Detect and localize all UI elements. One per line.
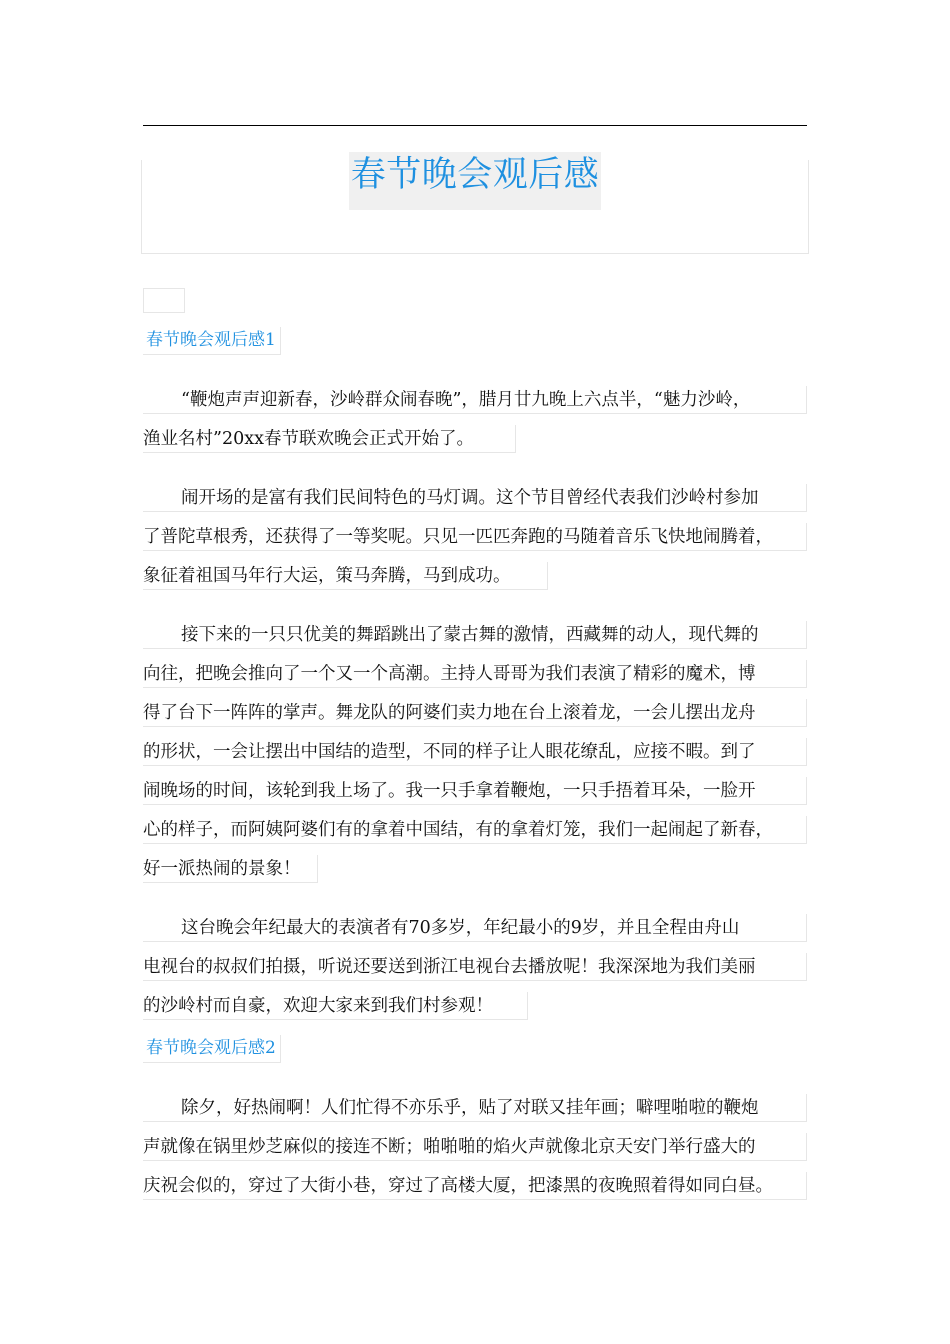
paragraph-line: 闹开场的是富有我们民间特色的马灯调。这个节目曾经代表我们沙岭村参加: [143, 484, 807, 512]
paragraph-line: 心的样子，而阿姨阿婆们有的拿着中国结，有的拿着灯笼，我们一起闹起了新春，: [143, 816, 807, 844]
empty-box: [143, 288, 185, 313]
page-title: 春节晚会观后感: [350, 155, 600, 195]
paragraph-line: 这台晚会年纪最大的表演者有70多岁，年纪最小的9岁，并且全程由舟山: [143, 914, 807, 942]
top-rule: [143, 125, 807, 126]
paragraph-line: 向往，把晚会推向了一个又一个高潮。主持人哥哥为我们表演了精彩的魔术，博: [143, 660, 807, 688]
section-heading: 春节晚会观后感1: [143, 327, 281, 355]
paragraph-line: 得了台下一阵阵的掌声。舞龙队的阿婆们卖力地在台上滚着龙，一会儿摆出龙舟: [143, 699, 807, 727]
paragraph-line: 接下来的一只只优美的舞蹈跳出了蒙古舞的激情，西藏舞的动人，现代舞的: [143, 621, 807, 649]
paragraph-line: 象征着祖国马年行大运，策马奔腾，马到成功。: [143, 562, 548, 590]
paragraph-line: 闹晚场的时间，该轮到我上场了。我一只手拿着鞭炮，一只手捂着耳朵，一脸开: [143, 777, 807, 805]
paragraph-line: 了普陀草根秀，还获得了一等奖呢。只见一匹匹奔跑的马随着音乐飞快地闹腾着，: [143, 523, 807, 551]
paragraph-line: “鞭炮声声迎新春，沙岭群众闹春晚”，腊月廿九晚上六点半，“魅力沙岭，: [143, 386, 807, 414]
paragraph-line: 的形状，一会让摆出中国结的造型，不同的样子让人眼花缭乱，应接不暇。到了: [143, 738, 807, 766]
paragraph-line: 好一派热闹的景象！: [143, 855, 318, 883]
paragraph-line: 渔业名村”20xx春节联欢晚会正式开始了。: [143, 425, 516, 453]
paragraph-line: 的沙岭村而自豪，欢迎大家来到我们村参观！: [143, 992, 528, 1020]
paragraph-line: 电视台的叔叔们拍摄，听说还要送到浙江电视台去播放呢！我深深地为我们美丽: [143, 953, 807, 981]
paragraph-line: 除夕，好热闹啊！人们忙得不亦乐乎，贴了对联又挂年画；噼哩啪啦的鞭炮: [143, 1094, 807, 1122]
paragraph-line: 声就像在锅里炒芝麻似的接连不断；啪啪啪的焰火声就像北京天安门举行盛大的: [143, 1133, 807, 1161]
section-heading: 春节晚会观后感2: [143, 1035, 281, 1063]
paragraph-line: 庆祝会似的，穿过了大街小巷，穿过了高楼大厦，把漆黑的夜晚照着得如同白昼。: [143, 1172, 807, 1200]
